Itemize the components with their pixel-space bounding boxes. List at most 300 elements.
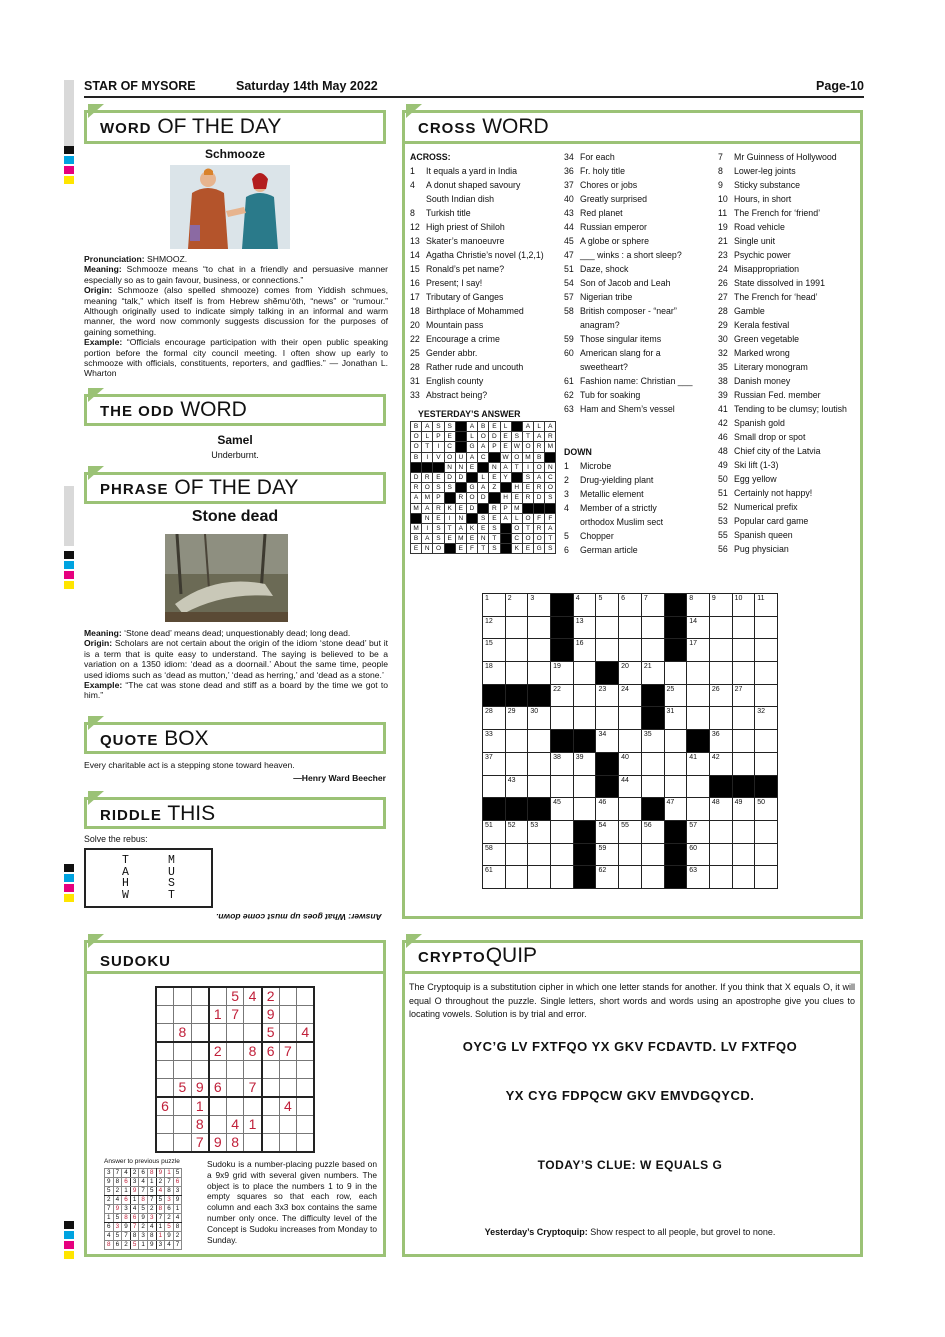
answer-cell: B xyxy=(411,534,422,544)
crossword-cell[interactable]: 20 xyxy=(619,662,642,685)
crossword-cell[interactable] xyxy=(619,843,642,866)
crossword-cell[interactable]: 12 xyxy=(483,616,506,639)
crossword-cell[interactable] xyxy=(664,662,687,685)
crossword-cell[interactable]: 40 xyxy=(619,752,642,775)
crossword-cell[interactable] xyxy=(687,684,710,707)
crossword-cell[interactable] xyxy=(732,820,755,843)
crossword-cell[interactable]: 18 xyxy=(483,662,506,685)
crossword-cell[interactable]: 23 xyxy=(596,684,619,707)
crossword-cell[interactable]: 16 xyxy=(573,639,596,662)
sudoku-cell[interactable] xyxy=(156,1115,174,1133)
crossword-cell[interactable]: 37 xyxy=(483,752,506,775)
answer-cell: A xyxy=(411,493,422,503)
crossword-cell[interactable] xyxy=(732,639,755,662)
crossword-cell[interactable]: 49 xyxy=(732,798,755,821)
answer-cell: O xyxy=(422,483,433,493)
sudoku-cell[interactable] xyxy=(226,1024,244,1043)
sudoku-cell[interactable] xyxy=(174,1042,192,1061)
crossword-cell[interactable] xyxy=(664,730,687,753)
sudoku-cell[interactable] xyxy=(174,987,192,1006)
crossword-cell[interactable] xyxy=(709,866,732,889)
answer-cell: O xyxy=(534,534,545,544)
odd-title: THE ODD WORD xyxy=(100,398,247,421)
crossword-cell[interactable] xyxy=(528,616,551,639)
crossword-cell[interactable] xyxy=(551,775,574,798)
crossword-cell[interactable] xyxy=(732,866,755,889)
crossword-cell[interactable]: 58 xyxy=(483,843,506,866)
crossword-cell[interactable] xyxy=(528,639,551,662)
crossword-cell[interactable] xyxy=(641,639,664,662)
clue-text: Sticky substance xyxy=(734,180,801,190)
crossword-cell[interactable] xyxy=(505,866,528,889)
black-square xyxy=(664,866,687,889)
answer-cell: A xyxy=(534,472,545,482)
sudoku-cell[interactable] xyxy=(156,1133,174,1152)
sudoku-cell[interactable] xyxy=(209,1024,227,1043)
sudoku-cell[interactable] xyxy=(297,987,315,1006)
sudoku-cell[interactable] xyxy=(279,1115,297,1133)
crossword-cell[interactable] xyxy=(551,843,574,866)
crossword-cell[interactable] xyxy=(619,730,642,753)
clue xyxy=(718,388,847,402)
sudoku-cell[interactable] xyxy=(262,1115,280,1133)
crossword-cell[interactable]: 47 xyxy=(664,798,687,821)
sudoku-cell[interactable] xyxy=(191,1042,209,1061)
crossword-cell[interactable]: 17 xyxy=(687,639,710,662)
clue-number: 2 xyxy=(564,475,569,485)
sudoku-cell[interactable] xyxy=(262,1133,280,1152)
clue-text: Daze, shock xyxy=(580,264,629,274)
crossword-cell[interactable] xyxy=(755,820,778,843)
previous-sudoku-cell: 8 xyxy=(165,1187,174,1196)
crossword-cell[interactable]: 62 xyxy=(596,866,619,889)
clue xyxy=(718,458,847,472)
answer-cell: G xyxy=(534,544,545,554)
crossword-cell[interactable] xyxy=(573,684,596,707)
crossword-cell[interactable]: 31 xyxy=(664,707,687,730)
answer-cell: L xyxy=(466,432,477,442)
clue xyxy=(718,332,847,346)
crossword-cell[interactable]: 24 xyxy=(619,684,642,707)
sudoku-cell: 8 xyxy=(174,1024,192,1043)
sudoku-cell: 4 xyxy=(279,1097,297,1116)
sudoku-cell[interactable] xyxy=(156,1042,174,1061)
sudoku-cell[interactable] xyxy=(191,987,209,1006)
answer-cell: S xyxy=(433,422,444,432)
crossword-cell[interactable] xyxy=(664,775,687,798)
sudoku-cell[interactable] xyxy=(244,1133,262,1152)
previous-sudoku-cell: 3 xyxy=(156,1241,165,1250)
crossword-cell[interactable] xyxy=(573,775,596,798)
answer-cell xyxy=(455,483,466,493)
clue-text: High priest of Shiloh xyxy=(426,222,505,232)
answer-cell xyxy=(411,462,422,472)
wotd-body: Pronunciation: SHMOOZ. Meaning: Schmooze means “to chat in a friendly and persuasive manner especially so as to gain favour, business, or connections.” Origin: Schmooze (also spelled shmooze) comes from Yiddish schmues, meaning “talk,” which itself is from Hebrew shĕmuʻōth, “news” or “rumour.” Although originally used to indicate simply talking in an informal and warm manner, the word now commonly suggests discussion for the purposes of gaining something. Example: “Officials encourage participation with their open public speaking portion before the formal city council meeting. I often show up early to schmooze with officials, constituents, reporters, and gadflies.” — Jonathan L. Wharton xyxy=(84,254,389,379)
crossword-cell[interactable] xyxy=(573,662,596,685)
black-square xyxy=(687,730,710,753)
reg-yellow xyxy=(64,1251,74,1259)
crossword-cell[interactable]: 2 xyxy=(505,594,528,617)
sudoku-cell[interactable] xyxy=(244,1006,262,1024)
crossword-cell[interactable]: 30 xyxy=(528,707,551,730)
sudoku-cell[interactable] xyxy=(297,1133,315,1152)
crossword-cell[interactable]: 54 xyxy=(596,820,619,843)
answer-cell: R xyxy=(433,503,444,513)
margin-strip xyxy=(64,486,74,546)
crossword-cell[interactable] xyxy=(596,707,619,730)
clue-number: 23 xyxy=(718,250,728,260)
answer-cell xyxy=(411,513,422,523)
crossword-cell[interactable]: 39 xyxy=(573,752,596,775)
sudoku-cell[interactable] xyxy=(156,1061,174,1079)
sudoku-cell[interactable] xyxy=(279,1078,297,1097)
answer-cell: O xyxy=(411,432,422,442)
answer-cell: S xyxy=(489,523,500,533)
sudoku-cell[interactable] xyxy=(156,1078,174,1097)
sudoku-cell[interactable] xyxy=(174,1115,192,1133)
sudoku-cell[interactable] xyxy=(297,1006,315,1024)
crossword-cell[interactable]: 56 xyxy=(641,820,664,843)
answer-cell: T xyxy=(522,432,533,442)
crossword-cell[interactable] xyxy=(573,707,596,730)
sudoku-cell[interactable] xyxy=(209,1097,227,1116)
answer-cell: A xyxy=(478,442,489,452)
crossword-cell[interactable] xyxy=(573,798,596,821)
crossword-cell[interactable] xyxy=(505,730,528,753)
crossword-cell[interactable] xyxy=(732,843,755,866)
previous-sudoku-cell: 8 xyxy=(147,1169,156,1178)
previous-sudoku-cell: 2 xyxy=(113,1187,122,1196)
clue-number: 35 xyxy=(718,362,728,372)
crossword-cell[interactable]: 14 xyxy=(687,616,710,639)
clue-text: Gamble xyxy=(734,306,765,316)
sudoku-cell[interactable] xyxy=(279,1061,297,1079)
crossword-cell[interactable] xyxy=(505,843,528,866)
answer-cell xyxy=(545,452,556,462)
crossword-cell[interactable] xyxy=(505,616,528,639)
crossword-cell[interactable] xyxy=(641,843,664,866)
phrase-text: Stone dead xyxy=(191,508,279,525)
answer-cell: T xyxy=(511,462,522,472)
phrase-photo xyxy=(165,534,288,622)
clue-text: Those singular items xyxy=(580,334,662,344)
sudoku-cell[interactable] xyxy=(297,1115,315,1133)
sudoku-cell[interactable] xyxy=(297,1061,315,1079)
crossword-cell[interactable] xyxy=(505,662,528,685)
sudoku-cell[interactable] xyxy=(297,1078,315,1097)
crossword-cell[interactable]: 8 xyxy=(687,594,710,617)
clue-number: 47 xyxy=(564,250,574,260)
cryptoquip-line-2: YX CYG FDPQCW GKV EMVDGQYCD. xyxy=(505,1088,755,1103)
answer-cell xyxy=(489,452,500,462)
clue-number: 40 xyxy=(564,194,574,204)
crossword-cell[interactable] xyxy=(709,639,732,662)
crossword-cell[interactable] xyxy=(732,730,755,753)
answer-cell: E xyxy=(500,432,511,442)
crossword-cell[interactable] xyxy=(551,866,574,889)
crossword-cell[interactable] xyxy=(528,843,551,866)
crossword-cell[interactable] xyxy=(528,775,551,798)
clue xyxy=(564,192,692,206)
reg-magenta xyxy=(64,1241,74,1249)
crossword-cell[interactable] xyxy=(732,662,755,685)
previous-sudoku-cell: 5 xyxy=(139,1205,148,1214)
crossword-cell[interactable]: 44 xyxy=(619,775,642,798)
crossword-cell[interactable] xyxy=(709,843,732,866)
crossword-cell[interactable]: 27 xyxy=(732,684,755,707)
sudoku-cell[interactable] xyxy=(226,1078,244,1097)
crossword-cell[interactable] xyxy=(709,707,732,730)
answer-cell: D xyxy=(534,493,545,503)
crossword-cell[interactable]: 25 xyxy=(664,684,687,707)
answer-cell: H xyxy=(500,493,511,503)
answer-cell xyxy=(444,493,455,503)
crossword-cell[interactable] xyxy=(596,639,619,662)
answer-cell: C xyxy=(545,472,556,482)
clue-number: 63 xyxy=(564,404,574,414)
answer-cell: O xyxy=(522,513,533,523)
crossword-cell[interactable] xyxy=(528,752,551,775)
sudoku-cell[interactable] xyxy=(279,987,297,1006)
crossword-cell[interactable] xyxy=(732,707,755,730)
crossword-cell[interactable] xyxy=(732,616,755,639)
crossword-cell[interactable] xyxy=(709,616,732,639)
crossword-cell[interactable] xyxy=(755,730,778,753)
crossword-cell[interactable]: 43 xyxy=(505,775,528,798)
sudoku-cell[interactable] xyxy=(279,1024,297,1043)
clue xyxy=(564,402,692,416)
previous-sudoku-cell: 4 xyxy=(113,1196,122,1205)
quote-text: Every charitable act is a stepping stone toward heaven. xyxy=(84,760,295,770)
sudoku-cell[interactable] xyxy=(156,1024,174,1043)
crossword-cell[interactable]: 5 xyxy=(596,594,619,617)
crossword-cell[interactable] xyxy=(483,775,506,798)
sudoku-cell[interactable] xyxy=(279,1133,297,1152)
crossword-cell[interactable] xyxy=(619,707,642,730)
crossword-cell[interactable]: 46 xyxy=(596,798,619,821)
crossword-cell[interactable]: 26 xyxy=(709,684,732,707)
crossword-cell[interactable]: 55 xyxy=(619,820,642,843)
clue-text: Red planet xyxy=(580,208,623,218)
sudoku-cell[interactable] xyxy=(262,1078,280,1097)
crossword-cell[interactable] xyxy=(505,752,528,775)
crossword-cell[interactable]: 7 xyxy=(641,594,664,617)
crossword-cell[interactable]: 6 xyxy=(619,594,642,617)
crossword-cell[interactable] xyxy=(551,707,574,730)
clue-text: Lower-leg joints xyxy=(734,166,796,176)
crossword-cell[interactable] xyxy=(709,662,732,685)
crossword-cell[interactable] xyxy=(619,639,642,662)
sudoku-cell[interactable] xyxy=(244,1024,262,1043)
crossword-cell[interactable] xyxy=(755,752,778,775)
quote-author: —Henry Ward Beecher xyxy=(293,773,386,783)
crossword-cell[interactable] xyxy=(687,798,710,821)
crossword-cell[interactable]: 22 xyxy=(551,684,574,707)
crossword-cell[interactable] xyxy=(528,730,551,753)
previous-sudoku-cell: 6 xyxy=(105,1223,114,1232)
sudoku-cell[interactable] xyxy=(297,1042,315,1061)
sudoku-cell[interactable] xyxy=(174,1133,192,1152)
crossword-cell[interactable]: 63 xyxy=(687,866,710,889)
sudoku-cell: 7 xyxy=(279,1042,297,1061)
crossword-cell[interactable]: 48 xyxy=(709,798,732,821)
crossword-cell[interactable] xyxy=(755,684,778,707)
answer-cell: N xyxy=(455,462,466,472)
clue-number: 52 xyxy=(718,502,728,512)
crossword-cell[interactable] xyxy=(755,662,778,685)
clue-number: 7 xyxy=(718,152,723,162)
crossword-cell[interactable] xyxy=(664,752,687,775)
crossword-cell[interactable] xyxy=(619,616,642,639)
answer-cell: S xyxy=(478,513,489,523)
previous-sudoku-cell: 9 xyxy=(147,1241,156,1250)
answer-cell: C xyxy=(511,534,522,544)
sudoku-cell[interactable] xyxy=(262,1061,280,1079)
clue-text: Fashion name: Christian ___ xyxy=(580,376,693,386)
previous-sudoku-cell: 5 xyxy=(173,1169,182,1178)
sudoku-cell[interactable] xyxy=(226,1097,244,1116)
answer-cell: O xyxy=(534,462,545,472)
crossword-cell[interactable]: 13 xyxy=(573,616,596,639)
crossword-cell[interactable] xyxy=(687,707,710,730)
crossword-cell[interactable]: 1 xyxy=(483,594,506,617)
black-square xyxy=(528,798,551,821)
crossword-cell[interactable]: 57 xyxy=(687,820,710,843)
sudoku-cell[interactable] xyxy=(174,1097,192,1116)
crossword-cell[interactable] xyxy=(732,752,755,775)
sudoku-cell[interactable] xyxy=(209,987,227,1006)
crossword-cell[interactable]: 33 xyxy=(483,730,506,753)
sudoku-cell[interactable] xyxy=(262,1097,280,1116)
crossword-cell[interactable] xyxy=(641,866,664,889)
crossword-cell[interactable] xyxy=(687,662,710,685)
crossword-cell[interactable]: 19 xyxy=(551,662,574,685)
clue-text: The French for ‘head’ xyxy=(734,292,818,302)
crossword-cell[interactable]: 50 xyxy=(755,798,778,821)
sudoku-cell[interactable] xyxy=(191,1061,209,1079)
crossword-cell[interactable] xyxy=(641,752,664,775)
sudoku-cell[interactable] xyxy=(191,1006,209,1024)
crossword-cell[interactable]: 11 xyxy=(755,594,778,617)
clue-number: 28 xyxy=(410,362,420,372)
crossword-cell[interactable] xyxy=(755,866,778,889)
crossword-cell[interactable]: 34 xyxy=(596,730,619,753)
crossword-cell[interactable]: 9 xyxy=(709,594,732,617)
crossword-cell[interactable]: 28 xyxy=(483,707,506,730)
sudoku-cell[interactable] xyxy=(297,1097,315,1116)
sudoku-cell[interactable] xyxy=(226,1061,244,1079)
crossword-cell[interactable] xyxy=(619,798,642,821)
sudoku-cell[interactable] xyxy=(279,1006,297,1024)
crossword-cell[interactable]: 51 xyxy=(483,820,506,843)
crossword-cell[interactable] xyxy=(528,866,551,889)
crossword-cell[interactable]: 61 xyxy=(483,866,506,889)
answer-cell: M xyxy=(411,503,422,513)
crossword-cell[interactable]: 21 xyxy=(641,662,664,685)
clue-text: Tributary of Ganges xyxy=(426,292,504,302)
crossword-cell[interactable]: 53 xyxy=(528,820,551,843)
crossword-cell[interactable]: 4 xyxy=(573,594,596,617)
crossword-cell[interactable] xyxy=(755,639,778,662)
corner-flag xyxy=(88,934,104,948)
crossword-cell[interactable]: 41 xyxy=(687,752,710,775)
clue-text: Pug physician xyxy=(734,544,789,554)
sudoku-cell[interactable] xyxy=(244,1097,262,1116)
crossword-cell[interactable]: 52 xyxy=(505,820,528,843)
previous-sudoku-cell: 8 xyxy=(173,1223,182,1232)
previous-sudoku-cell: 2 xyxy=(173,1232,182,1241)
sudoku-cell[interactable] xyxy=(191,1024,209,1043)
black-square xyxy=(732,775,755,798)
crossword-cell[interactable] xyxy=(528,662,551,685)
quote-title: QUOTE BOX xyxy=(100,727,209,750)
sudoku-cell[interactable] xyxy=(209,1061,227,1079)
crossword-cell[interactable] xyxy=(755,843,778,866)
crossword-cell[interactable]: 29 xyxy=(505,707,528,730)
crossword-cell[interactable]: 60 xyxy=(687,843,710,866)
answer-cell: E xyxy=(411,544,422,554)
clue-text: Popular card game xyxy=(734,516,809,526)
clue-text: Mr Guinness of Hollywood xyxy=(734,152,837,162)
clue-text: Chores or jobs xyxy=(580,180,638,190)
clue xyxy=(718,416,847,430)
crossword-cell[interactable] xyxy=(596,616,619,639)
sudoku-cell[interactable] xyxy=(156,1006,174,1024)
across-label: ACROSS: xyxy=(410,152,451,162)
crossword-cell[interactable]: 32 xyxy=(755,707,778,730)
crossword-cell[interactable] xyxy=(619,866,642,889)
crossword-cell[interactable] xyxy=(641,616,664,639)
crossword-cell[interactable]: 36 xyxy=(709,730,732,753)
crossword-cell[interactable]: 3 xyxy=(528,594,551,617)
crossword-cell[interactable]: 42 xyxy=(709,752,732,775)
sudoku-cell[interactable] xyxy=(226,1042,244,1061)
previous-sudoku-cell: 1 xyxy=(156,1223,165,1232)
crossword-cell[interactable]: 15 xyxy=(483,639,506,662)
clue xyxy=(564,473,663,487)
sudoku-cell: 6 xyxy=(262,1042,280,1061)
previous-sudoku-cell: 3 xyxy=(122,1205,131,1214)
answer-cell xyxy=(455,442,466,452)
previous-sudoku-cell: 4 xyxy=(139,1178,148,1187)
previous-sudoku-cell: 2 xyxy=(105,1196,114,1205)
crossword-cell[interactable] xyxy=(505,639,528,662)
sudoku-cell: 8 xyxy=(226,1133,244,1152)
crossword-cell[interactable]: 38 xyxy=(551,752,574,775)
sudoku-cell[interactable] xyxy=(174,1061,192,1079)
previous-sudoku-cell: 4 xyxy=(147,1223,156,1232)
crossword-cell[interactable] xyxy=(687,775,710,798)
answer-cell xyxy=(500,544,511,554)
crossword-cell[interactable] xyxy=(755,616,778,639)
sudoku-cell[interactable] xyxy=(156,987,174,1006)
crossword-cell[interactable] xyxy=(551,820,574,843)
sudoku-cell[interactable] xyxy=(174,1006,192,1024)
crossword-cell[interactable] xyxy=(641,775,664,798)
clue-number: 41 xyxy=(718,404,728,414)
crossword-cell[interactable]: 59 xyxy=(596,843,619,866)
clue xyxy=(564,360,692,374)
crossword-cell[interactable]: 10 xyxy=(732,594,755,617)
sudoku-cell[interactable] xyxy=(244,1061,262,1079)
clue-number: 11 xyxy=(718,208,728,218)
sudoku-cell[interactable] xyxy=(209,1115,227,1133)
clue-number: 15 xyxy=(410,264,420,274)
crossword-cell[interactable]: 35 xyxy=(641,730,664,753)
crossword-cell[interactable] xyxy=(709,820,732,843)
crossword-cell[interactable]: 45 xyxy=(551,798,574,821)
clue-text: Abstract being? xyxy=(426,390,488,400)
